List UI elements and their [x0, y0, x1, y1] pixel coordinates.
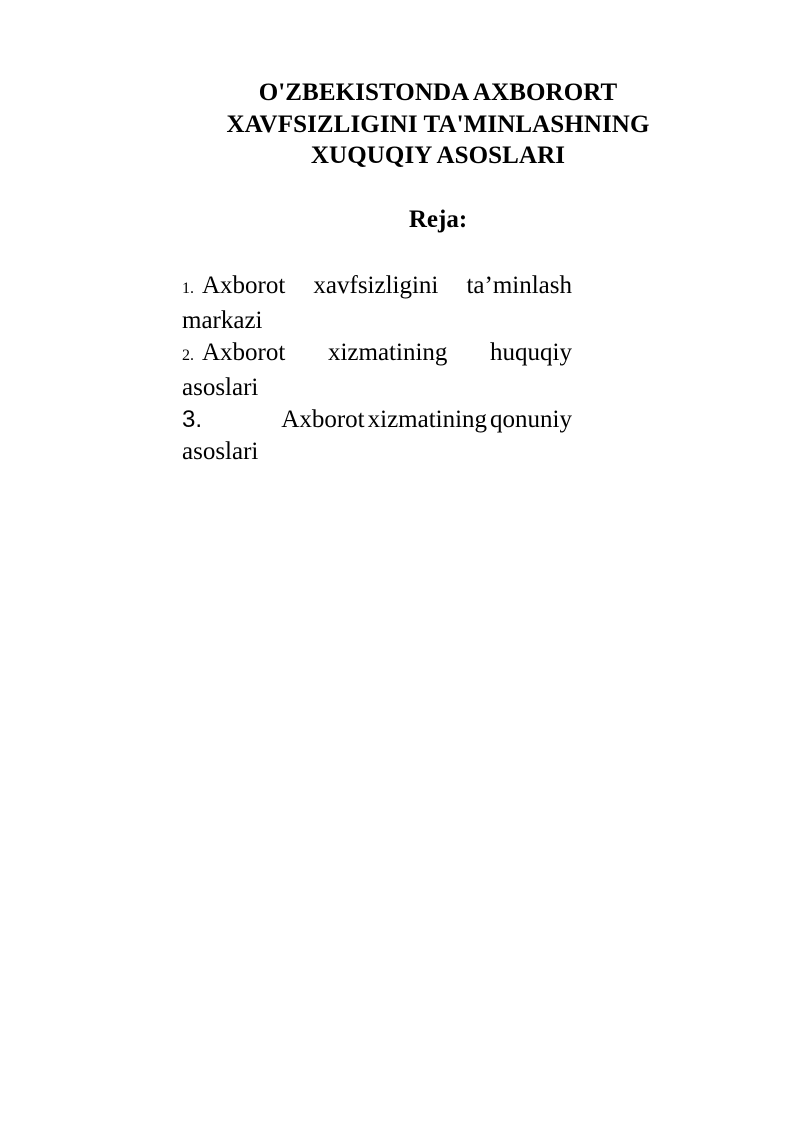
plan-item-word: xizmatining — [327, 339, 448, 366]
plan-item-lead — [182, 270, 285, 305]
plan-item-lead — [182, 337, 285, 372]
title-line: XUQUQIY ASOSLARI — [310, 142, 566, 169]
plan-item-word: Axborot — [281, 406, 365, 433]
plan-item-number: 1. — [182, 280, 194, 297]
plan-item-first-line — [182, 404, 572, 436]
plan-item-first-line — [182, 337, 572, 372]
title-line: O'ZBEKISTONDA AXBORORT — [258, 79, 618, 106]
plan-item-word: xizmatining — [367, 406, 488, 433]
plan-list — [182, 270, 572, 468]
plan-item-word: huquqiy — [490, 339, 572, 366]
title-line: XAVFSIZLIGINI TA'MINLASHNING — [226, 110, 650, 138]
plan-item-word: Axborot — [202, 339, 286, 366]
plan-item — [182, 404, 572, 468]
plan-heading: Reja: — [408, 206, 468, 233]
plan-item-first-line — [182, 270, 572, 305]
plan-item-word — [281, 404, 572, 436]
plan-item-number: 3. — [182, 406, 203, 433]
plan-item-word: ta’minlash — [466, 272, 572, 299]
plan-item-continuation: asoslari — [182, 374, 259, 401]
plan-item — [182, 270, 572, 337]
plan-item-continuation: markazi — [182, 307, 263, 334]
plan-item-word: qonuniy — [490, 406, 572, 433]
plan-item-word: Axborot — [202, 272, 286, 299]
plan-item-continuation: asoslari — [182, 438, 259, 465]
plan-item-word: xavfsizligini — [313, 272, 439, 299]
document-title — [200, 77, 676, 172]
plan-item-number: 2. — [182, 347, 194, 364]
plan-item — [182, 337, 572, 404]
